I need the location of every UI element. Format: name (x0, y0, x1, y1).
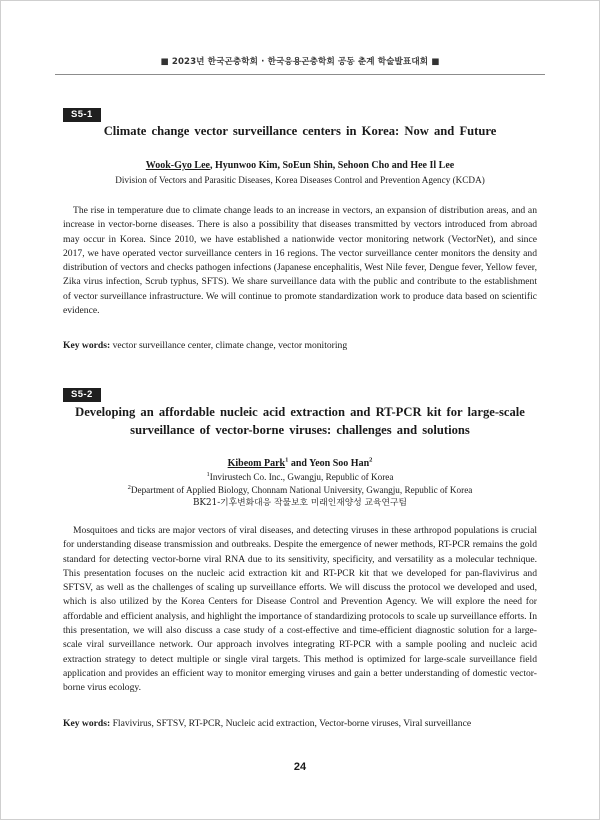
keywords-label: Key words: (63, 718, 111, 729)
author1-affil-mark: 1 (285, 456, 289, 464)
section-s5-2-authors (63, 457, 537, 510)
affiliation-3: BK21-기후변화대응 작물보호 미래인재양성 교육연구팀 (192, 498, 408, 508)
section-s5-2 (63, 384, 537, 402)
author-list (63, 159, 537, 172)
affiliation: Division of Vectors and Parasitic Diseases, Korea Diseases Control and Prevention Agency (KCDA) (115, 175, 485, 185)
affil1-mark: 1 (206, 470, 210, 478)
header-divider (55, 74, 545, 75)
section-s5-2-title (63, 403, 537, 439)
author2-affil-mark: 2 (369, 456, 373, 464)
affil2-mark: 2 (127, 483, 131, 491)
affiliation-1: $^1$Invirustech Co. Inc., Gwangju, Republic of Korea (206, 470, 394, 482)
section-s5-2-keywords (63, 717, 537, 730)
section-s5-1-body (63, 204, 537, 318)
author-list (63, 457, 537, 470)
co-authors: , Hyunwoo Kim, SoEun Shin, Sehoon Cho and Hee Il Lee (209, 160, 455, 171)
abstract-title-line-2: surveillance of vector-borne viruses: challenges and solutions (130, 423, 470, 437)
abstract-text: The rise in temperature due to climate change leads to an increase in vectors, an expansion of distribution areas, and an increase in vector-borne diseases. There is also a possibility that diseases transmitted by vectors introduced from abroad may occur in Korea. Since 2010, we have established a nationwide vector monitoring network (VectorNet), and since 2017, we have operated vector surveillance centers in 16 regions. The vector surveillance center monitors the density and distribution of vectors and checks pathogen infections (Japanese encephalitis, West Nile fever, Dengue fever, Yellow fever, Zika virus infection, Scrub typhus, SFTS). We share surveillance data with the public and contribute to the establishment of vector surveillance infrastructure. We will continue to promote standardization work to produce data based on scientific evidence. (63, 205, 537, 317)
section-s5-1 (63, 104, 537, 122)
keywords-value: vector surveillance center, climate change, vector monitoring (112, 340, 348, 351)
section-s5-2-body (63, 524, 537, 696)
presenting-author: Kibeom Park (227, 458, 286, 469)
section-s5-1-title (63, 122, 537, 140)
section-badge: S5-1 (63, 108, 101, 122)
page-number: 24 (293, 761, 307, 773)
keywords-line (63, 339, 537, 352)
affiliation-2: $^2$Department of Applied Biology, Chonnam National University, Gwangju, Republic of Korea (127, 483, 473, 495)
abstract-title: Climate change vector surveillance centers in Korea: Now and Future (103, 124, 497, 138)
section-badge: S5-2 (63, 388, 101, 402)
presenting-author: Wook-Gyo Lee (145, 160, 210, 171)
section-s5-1-keywords (63, 339, 537, 352)
keywords-value: Flavivirus, SFTSV, RT-PCR, Nucleic acid extraction, Vector-borne viruses, Viral surveillance (112, 718, 472, 729)
abstract-title-line-1: Developing an affordable nucleic acid extraction and RT-PCR kit for large-scale (75, 405, 525, 419)
abstract-text: Mosquitoes and ticks are major vectors of viral diseases, and detecting viruses in these arthropod populations is crucial for understanding disease transmission and outbreaks. Despite the emergence of newer methods, RT-PCR remains the gold standard for detecting vector-borne viral RNA due to its sensitivity, specificity, and versatility as a molecular technique. This presentation focuses on the nucleic acid extraction kit and RT-PCR kit that we developed for pan-flavivirus and SFTSV, as well as the challenges of scaling up surveillance efforts. We will discuss the protocol we developed and used, which is also utilized by the Korea Centers for Disease Control and Prevention Agency. We will explore the need for affordable and efficient analysis, and highlight the importance of standardizing protocols to scale up surveillance efforts. In this presentation, we will also discuss a case study of a cost-effective and time-efficient diagnostic solution for a large-scale viral surveillance network. Our approach involves integrating RT-PCR with a sample pooling and nucleic acid extraction strategy to detect multiple or single viral targets. This method is optimized for large-scale surveillance field application and provides an efficient way to monitor emerging viruses and gain a better understanding of domestic vector-borne virus ecology. (63, 525, 537, 694)
keywords-line (63, 717, 537, 730)
running-header: ■ 2023년 한국곤충학회 · 한국응용곤충학회 공동 춘계 학술발표대회 ■ (160, 57, 440, 67)
keywords-label: Key words: (63, 340, 111, 351)
co-author: and Yeon Soo Han (288, 458, 370, 469)
section-s5-1-authors (63, 159, 537, 187)
